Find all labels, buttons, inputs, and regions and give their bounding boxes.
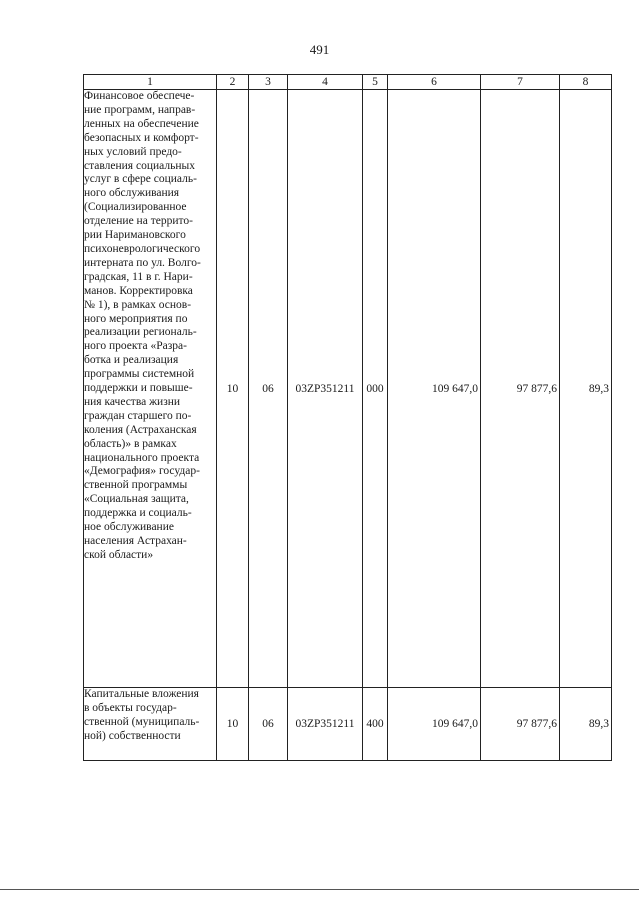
header-col-5: 5 (363, 75, 388, 90)
page-bottom-rule (0, 889, 639, 890)
row-executed: 97 877,6 (481, 688, 560, 761)
budget-table (83, 74, 612, 761)
header-col-4: 4 (288, 75, 363, 90)
header-col-8: 8 (560, 75, 612, 90)
row-subsection: 06 (249, 90, 288, 688)
row-description: Капитальные вложения в объекты государ- ственной (муниципаль- ной) собственности (84, 688, 217, 761)
header-col-2: 2 (217, 75, 249, 90)
row-plan: 109 647,0 (388, 688, 481, 761)
row-target-article: 03ZP351211 (288, 90, 363, 688)
row-subsection: 06 (249, 688, 288, 761)
header-col-3: 3 (249, 75, 288, 90)
row-percent: 89,3 (560, 688, 612, 761)
table-row (84, 688, 612, 761)
row-plan: 109 647,0 (388, 90, 481, 688)
table-row (84, 90, 612, 688)
header-col-6: 6 (388, 75, 481, 90)
header-col-7: 7 (481, 75, 560, 90)
header-row (84, 75, 612, 90)
row-percent: 89,3 (560, 90, 612, 688)
row-executed: 97 877,6 (481, 90, 560, 688)
row-expense-type: 000 (363, 90, 388, 688)
row-target-article: 03ZP351211 (288, 688, 363, 761)
row-expense-type: 400 (363, 688, 388, 761)
page-number: 491 (309, 42, 330, 57)
row-section: 10 (217, 90, 249, 688)
row-section: 10 (217, 688, 249, 761)
header-col-1: 1 (84, 75, 217, 90)
row-description: Финансовое обеспече- ние программ, направ- ленных на обеспечение безопасных и комфорт- ных условий предо- ставления социальных услуг в сфере социаль- ного обслуживания (Социализированное отделение на террито- рии Наримановского психоневрологического интерната по ул. Волго- градская, 11 в г. Нари- манов. Корректировка № 1), в рамках основ- ного мероприятия по реализации региональ- ного проекта «Разра- ботка и реализация программы системной поддержки и повыше- ния качества жизни граждан старшего по- коления (Астраханская область)» в рамках национального проекта «Демография» государ- ственной программы «Социальная защита, поддержка и социаль- ное обслуживание населения Астрахан- ской области» (84, 90, 217, 688)
